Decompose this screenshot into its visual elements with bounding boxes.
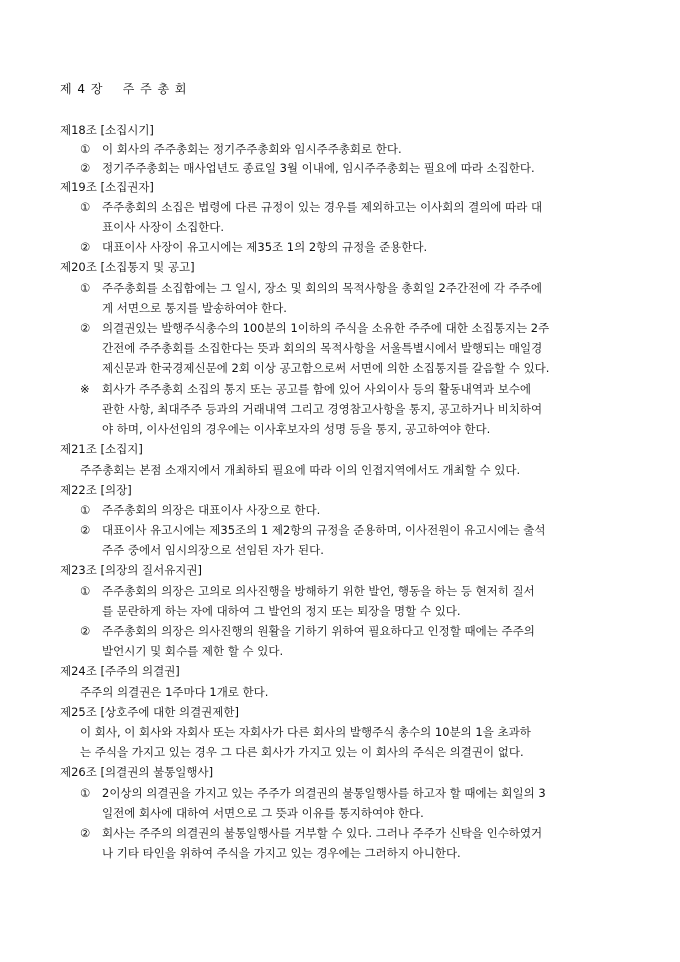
line-text: 정기주주총회는 매사업년도 종료일 3월 이내에, 임시주주총회는 필요에 따라 소집한다. (102, 161, 535, 175)
article-heading: 제18조 [소집시기] (60, 123, 154, 137)
article-heading: 제24조 [주주의 의결권] (60, 664, 180, 678)
line-text: 2이상의 의결권을 가지고 있는 주주가 의결권의 불통일행사를 하고자 할 때에는 회일의 3 (102, 786, 546, 800)
line-text: 대표이사 사장이 유고시에는 제35조 1의 2항의 규정을 준용한다. (102, 240, 428, 254)
article-paragraph: 주주총회는 본점 소재지에서 개최하되 필요에 따라 이의 인접지역에서도 개최할 수 있다. (80, 463, 521, 477)
article-paragraph: 는 주식을 가지고 있는 경우 그 다른 회사가 가지고 있는 이 회사의 주식은 의결권이 없다. (80, 745, 524, 759)
article-line-continued: 게 서면으로 통지를 발송하여야 한다. (102, 301, 287, 315)
article-line (80, 159, 535, 177)
article-line-continued: 주주 중에서 임시의장으로 선임된 자가 된다. (102, 543, 324, 557)
article-heading: 제19조 [소집권자] (60, 180, 154, 194)
line-text: 주주총회의 의장은 의사진행의 원활을 기하기 위하여 필요하다고 인정할 때에는 주주의 (102, 624, 535, 638)
chapter-title: 제 4 장 주 주 총 회 (60, 82, 188, 96)
article-line-continued: 일전에 회사에 대하여 서면으로 그 뜻과 이유를 통지하여야 한다. (102, 806, 424, 820)
article-line (80, 140, 402, 158)
article-line (80, 319, 549, 337)
item-mark: ① (80, 281, 91, 295)
line-text: 주주총회의 소집은 법령에 다른 규정이 있는 경우를 제외하고는 이사회의 결의에 따라 대 (102, 200, 543, 214)
article-heading: 제25조 [상호주에 대한 의결권제한] (60, 705, 239, 719)
line-text: 의결권있는 발행주식총수의 100분의 1이하의 주식을 소유한 주주에 대한 소집통지는 2주 (102, 321, 550, 335)
line-text: 회사는 주주의 의결권의 불통일행사를 거부할 수 있다. 그러나 주주가 신탁을 인수하였거 (102, 826, 543, 840)
article-line-continued: 관한 사항, 최대주주 등과의 거래내역 그리고 경영참고사항을 통지, 공고하거나 비치하여 (102, 402, 543, 416)
article-paragraph: 주주의 의결권은 1주마다 1개로 한다. (80, 685, 269, 699)
article-heading: 제23조 [의장의 질서유지권] (60, 563, 203, 577)
item-mark: ① (80, 142, 91, 156)
line-text: 이 회사의 주주총회는 정기주주총회와 임시주주총회로 한다. (102, 142, 402, 156)
article-line-continued: 표이사 사장이 소집한다. (102, 220, 225, 234)
article-line-continued: 발언시기 및 회수를 제한 할 수 있다. (102, 644, 284, 658)
item-mark: ② (80, 240, 91, 254)
article-line (80, 380, 531, 398)
article-line-continued: 제신문과 한국경제신문에 2회 이상 공고함으로써 서면에 의한 소집통지를 갈음할 수 있다. (102, 361, 550, 375)
item-mark: ① (80, 584, 91, 598)
article-line (80, 279, 542, 297)
line-text: 주주총회의 의장은 대표이사 사장으로 한다. (102, 503, 321, 517)
article-heading: 제21조 [소집지] (60, 442, 143, 456)
item-mark: ② (80, 161, 91, 175)
article-line (80, 238, 427, 256)
article-line-continued: 를 문란하게 하는 자에 대하여 그 발언의 정지 또는 퇴장을 명할 수 있다. (102, 604, 461, 618)
item-mark: ② (80, 624, 91, 638)
line-text: 대표이사 유고시에는 제35조의 1 제2항의 규정을 준용하며, 이사전원이 유고시에는 출석 (102, 523, 546, 537)
article-line (80, 198, 542, 216)
article-heading: 제20조 [소집통지 및 공고] (60, 260, 195, 274)
article-line-continued: 간전에 주주총회를 소집한다는 뜻과 회의의 목적사항을 서울특별시에서 발행되는 매일경 (102, 341, 543, 355)
item-mark: ① (80, 786, 91, 800)
item-mark: ① (80, 503, 91, 517)
article-line (80, 582, 535, 600)
note-mark: ※ (80, 382, 90, 396)
line-text: 주주총회의 의장은 고의로 의사진행을 방해하기 위한 발언, 행동을 하는 등 현저히 질서 (102, 584, 535, 598)
item-mark: ① (80, 200, 91, 214)
article-line (80, 784, 546, 802)
item-mark: ② (80, 523, 91, 537)
article-line-continued: 나 기타 타인을 위하여 주식을 가지고 있는 경우에는 그러하지 아니한다. (102, 846, 461, 860)
article-paragraph: 이 회사, 이 회사와 자회사 또는 자회사가 다른 회사의 발행주식 총수의 10분의 1을 초과하 (80, 725, 531, 739)
article-line (80, 622, 535, 640)
article-line (80, 521, 546, 539)
article-line (80, 501, 320, 519)
article-line-continued: 야 하며, 이사선임의 경우에는 이사후보자의 성명 등을 통지, 공고하여야 한다. (102, 422, 491, 436)
line-text: 회사가 주주총회 소집의 통지 또는 공고를 함에 있어 사외이사 등의 활동내역과 보수에 (102, 382, 532, 396)
item-mark: ② (80, 826, 91, 840)
article-line (80, 824, 542, 842)
item-mark: ② (80, 321, 91, 335)
article-heading: 제26조 [의결권의 불통일행사] (60, 765, 214, 779)
line-text: 주주총회를 소집함에는 그 일시, 장소 및 회의의 목적사항을 총회일 2주간전에 각 주주에 (102, 281, 542, 295)
article-heading: 제22조 [의장] (60, 483, 132, 497)
